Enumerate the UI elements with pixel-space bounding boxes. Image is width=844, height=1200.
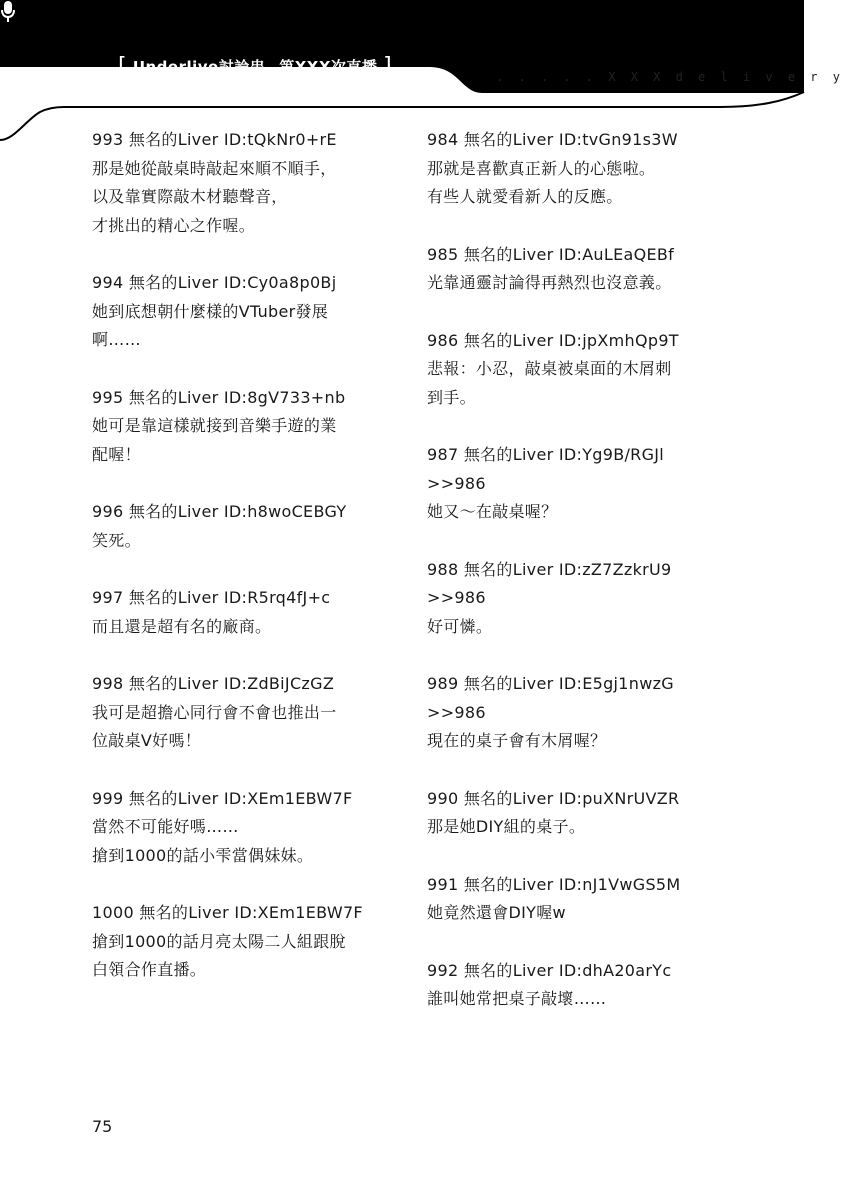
post-header: 986 無名的Liver ID:jpXmhQp9T <box>427 330 679 350</box>
post-text-line: 配喔！ <box>92 444 141 464</box>
post-text-line: 位敲桌V好嗎！ <box>92 731 202 750</box>
post-header: 991 無名的Liver ID:nJ1VwGS5M <box>427 874 681 894</box>
post-text-line: 才挑出的精心之作喔。 <box>92 215 256 235</box>
post-text-line: 現在的桌子會有木屑喔？ <box>427 731 607 750</box>
post-text-line: 當然不可能好嗎…… <box>92 817 239 836</box>
page-header <box>0 0 844 140</box>
forum-post <box>92 899 392 985</box>
post-header: 996 無名的Liver ID:h8woCEBGY <box>92 502 347 521</box>
post-text-line: 而且還是超有名的廠商。 <box>92 616 272 636</box>
post-text-line: 以及靠實際敲木材聽聲音， <box>92 187 288 206</box>
forum-post <box>92 269 392 355</box>
post-header: 988 無名的Liver ID:zZ7ZzkrU9 <box>427 559 672 579</box>
post-text-line: 她可是靠這樣就接到音樂手遊的業 <box>92 416 337 435</box>
post-text-line: 光靠通靈討論得再熱烈也沒意義。 <box>427 273 672 292</box>
post-text-line: 那是她從敲桌時敲起來順不順手， <box>92 158 337 178</box>
post-text-line: 我可是超擔心同行會不會也推出一 <box>92 702 337 722</box>
post-header: 990 無名的Liver ID:puXNrUVZR <box>427 788 680 808</box>
post-text-line: 那就是喜歡真正新人的心態啦。 <box>427 158 656 178</box>
post-header: 995 無名的Liver ID:8gV733+nb <box>92 387 346 407</box>
post-header: 993 無名的Liver ID:tQkNr0+rE <box>92 130 337 149</box>
forum-post <box>427 441 727 527</box>
thread-name: Underlive討論串 <box>132 58 266 76</box>
right-column <box>427 126 727 1043</box>
left-column <box>92 126 392 1014</box>
post-header: 999 無名的Liver ID:XEm1EBW7F <box>92 788 353 808</box>
post-header: 987 無名的Liver ID:Yg9B/RGJl <box>427 445 665 464</box>
title-bracket-open: [ <box>118 54 128 79</box>
post-text-line: 白領合作直播。 <box>92 960 207 979</box>
post-text-line: >>986 <box>427 588 486 607</box>
post-text-line: 搶到1000的話月亮太陽二人組跟脫 <box>92 931 346 951</box>
delivery-subtitle: . . . . . X X X d e l i v e r y <box>496 70 844 84</box>
post-text-line: 她到底想朝什麼樣的VTuber發展 <box>92 301 329 321</box>
forum-post <box>427 670 727 756</box>
post-header: 992 無名的Liver ID:dhA20arYc <box>427 960 672 980</box>
post-text-line: 到手。 <box>427 387 476 407</box>
post-header: 989 無名的Liver ID:E5gj1nwzG <box>427 674 674 693</box>
forum-post <box>427 871 727 928</box>
episode-label: 第XXX次直播 <box>279 58 378 76</box>
post-text-line: 那是她DIY組的桌子。 <box>427 817 586 836</box>
post-text-line: 有些人就愛看新人的反應。 <box>427 187 623 206</box>
forum-post <box>92 384 392 470</box>
forum-post <box>427 327 727 413</box>
post-text-line: >>986 <box>427 473 486 493</box>
post-header: 998 無名的Liver ID:ZdBiJCzGZ <box>92 674 335 693</box>
post-text-line: 搶到1000的話小雫當偶妹妹。 <box>92 845 314 865</box>
post-header: 994 無名的Liver ID:Cy0a8p0Bj <box>92 273 337 292</box>
post-header: 997 無名的Liver ID:R5rq4fJ+c <box>92 588 331 607</box>
forum-post <box>427 556 727 642</box>
post-text-line: 誰叫她常把桌子敲壞…… <box>427 989 607 1008</box>
forum-post <box>92 785 392 871</box>
title-bracket-close: ] <box>383 54 393 79</box>
post-header: 984 無名的Liver ID:tvGn91s3W <box>427 130 678 149</box>
post-text-line: 悲報：小忍，敲桌被桌面的木屑刺 <box>427 359 672 378</box>
thread-title <box>118 53 392 81</box>
post-header: 1000 無名的Liver ID:XEm1EBW7F <box>92 903 363 922</box>
post-text-line: 她又～在敲桌喔？ <box>427 502 558 521</box>
forum-post <box>427 241 727 298</box>
forum-post <box>92 670 392 756</box>
forum-post <box>427 785 727 842</box>
post-text-line: 啊…… <box>92 330 141 349</box>
forum-post <box>92 498 392 555</box>
forum-post <box>427 957 727 1014</box>
forum-post <box>92 126 392 240</box>
page-number: 75 <box>92 1117 113 1136</box>
forum-post <box>427 126 727 212</box>
post-text-line: >>986 <box>427 702 486 722</box>
post-text-line: 她竟然還會DIY喔w <box>427 903 566 922</box>
post-text-line: 好可憐。 <box>427 616 493 636</box>
microphone-icon <box>0 0 16 24</box>
forum-post <box>92 584 392 641</box>
post-header: 985 無名的Liver ID:AuLEaQEBf <box>427 244 675 264</box>
post-text-line: 笑死。 <box>92 530 141 550</box>
